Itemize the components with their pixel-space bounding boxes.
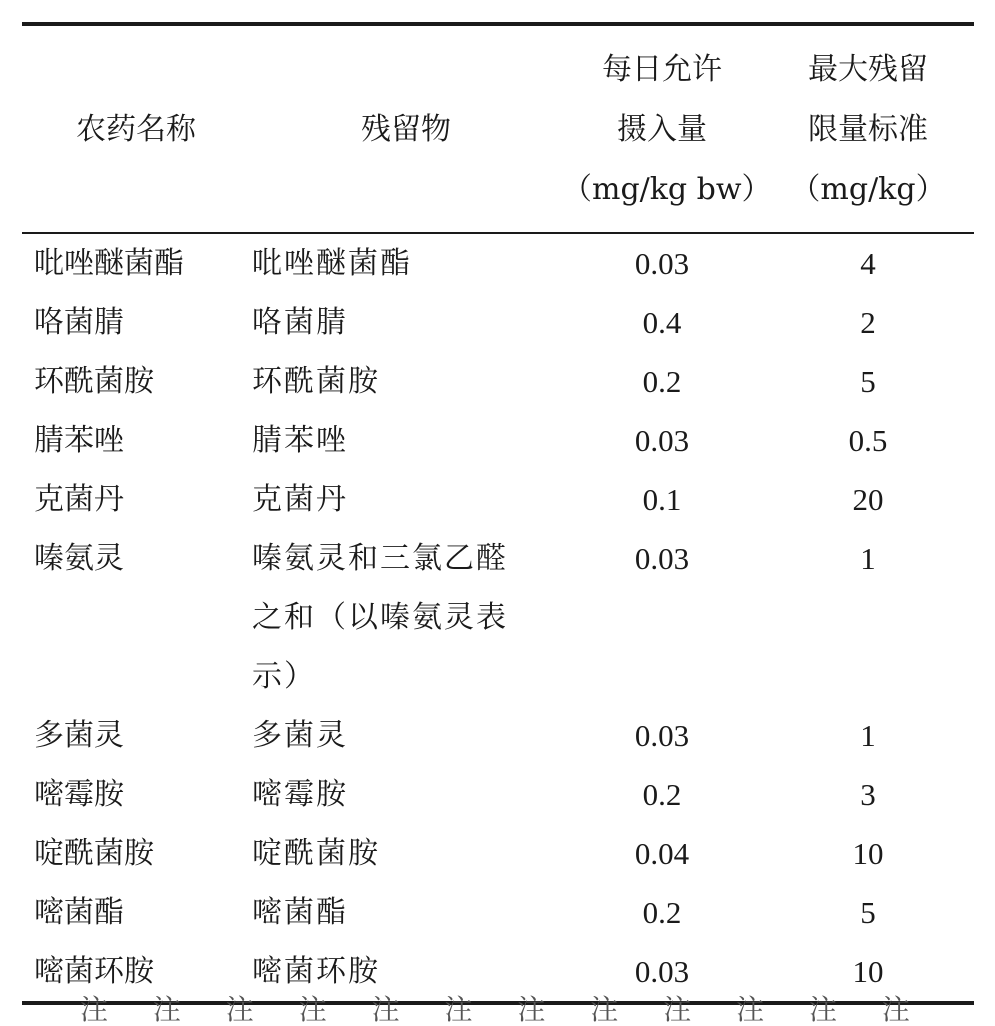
- cell-adi: 0.03: [634, 954, 690, 989]
- cell-mrl: 1: [860, 541, 876, 576]
- header-pesticide-name-text: 农药名称: [76, 112, 196, 147]
- cell-residue: [250, 470, 562, 529]
- cell-pesticide-name: 克菌丹: [34, 482, 124, 517]
- cell-residue-text: 吡唑醚菌酯: [252, 246, 412, 281]
- cell-pesticide-name: 嗪氨灵: [34, 541, 124, 576]
- cell-residue-text: 嘧菌酯: [252, 895, 348, 930]
- cell-mrl: 10: [852, 836, 884, 871]
- cell-residue: [250, 233, 562, 293]
- cell-adi: 0.03: [634, 718, 690, 753]
- cell-residue-text: 嘧菌环胺: [252, 954, 380, 989]
- cell-residue-text: 环酰菌胺: [252, 364, 380, 399]
- header-mrl: [762, 24, 974, 233]
- cell-adi: 0.03: [634, 541, 690, 576]
- table-row: [22, 411, 974, 470]
- header-pesticide-name: [22, 24, 250, 233]
- cell-residue: [250, 706, 562, 765]
- header-adi: [562, 24, 772, 233]
- cell-mrl: 4: [860, 246, 876, 281]
- table-row: [22, 706, 974, 765]
- cell-mrl: 10: [852, 954, 884, 989]
- header-mrl-line-2: 限量标准: [808, 112, 928, 147]
- cut-off-footnote: [80, 993, 960, 1026]
- cell-residue-text: 腈苯唑: [252, 423, 348, 458]
- cell-residue-text: 嗪氨灵和三氯乙醛之和（以嗪氨灵表示）: [252, 541, 508, 694]
- cell-mrl: 5: [860, 895, 876, 930]
- cell-residue: [250, 529, 562, 706]
- cell-adi: 0.2: [642, 895, 682, 930]
- table-header-row: [22, 24, 974, 233]
- cell-residue-text: 啶酰菌胺: [252, 836, 380, 871]
- cell-residue: [250, 352, 562, 411]
- table-row: [22, 233, 974, 293]
- cell-adi: 0.2: [642, 777, 682, 812]
- cell-pesticide-name: 腈苯唑: [34, 423, 124, 458]
- cell-pesticide-name: 吡唑醚菌酯: [34, 246, 184, 281]
- cell-pesticide-name: 嘧菌酯: [34, 895, 124, 930]
- table-row: [22, 883, 974, 942]
- header-residue: [250, 24, 562, 233]
- cell-pesticide-name: 咯菌腈: [34, 305, 124, 340]
- cell-pesticide-name: 多菌灵: [34, 718, 124, 753]
- pesticide-residue-table: [22, 22, 974, 1005]
- cell-adi: 0.1: [642, 482, 682, 517]
- cell-pesticide-name: 嘧霉胺: [34, 777, 124, 812]
- table-row: [22, 824, 974, 883]
- cell-residue-text: 多菌灵: [252, 718, 348, 753]
- cell-adi: 0.04: [634, 836, 690, 871]
- pesticide-residue-table-container: [22, 22, 974, 1005]
- cell-residue: [250, 411, 562, 470]
- cell-pesticide-name: 啶酰菌胺: [34, 836, 154, 871]
- header-adi-line-1: 每日允许: [602, 52, 722, 87]
- cell-residue-text: 克菌丹: [252, 482, 348, 517]
- cell-adi: 0.03: [634, 423, 690, 458]
- cell-residue-text: 咯菌腈: [252, 305, 348, 340]
- cut-off-footnote-text: 注 注 注 注 注 注 注 注 注 注 注 注: [80, 993, 928, 1026]
- table-row: [22, 529, 974, 706]
- header-mrl-line-3: （mg/kg）: [790, 172, 946, 207]
- table-row: [22, 470, 974, 529]
- cell-mrl: 2: [860, 305, 876, 340]
- cell-residue: [250, 824, 562, 883]
- header-adi-line-2: 摄入量: [617, 112, 707, 147]
- cell-pesticide-name: 环酰菌胺: [34, 364, 154, 399]
- cell-mrl: 5: [860, 364, 876, 399]
- cell-mrl: 0.5: [848, 423, 888, 458]
- header-residue-text: 残留物: [361, 112, 451, 147]
- header-mrl-line-1: 最大残留: [808, 52, 928, 87]
- cell-adi: 0.4: [642, 305, 682, 340]
- cell-mrl: 1: [860, 718, 876, 753]
- cell-residue: [250, 765, 562, 824]
- cell-adi: 0.2: [642, 364, 682, 399]
- cell-residue: [250, 293, 562, 352]
- header-adi-line-3: （mg/kg bw）: [562, 172, 772, 207]
- table-row: [22, 293, 974, 352]
- cell-mrl: 3: [860, 777, 876, 812]
- cell-residue-text: 嘧霉胺: [252, 777, 348, 812]
- cell-mrl: 20: [852, 482, 884, 517]
- table-row: [22, 765, 974, 824]
- table-row: [22, 352, 974, 411]
- cell-pesticide-name: 嘧菌环胺: [34, 954, 154, 989]
- cell-adi: 0.03: [634, 246, 690, 281]
- cell-residue: [250, 883, 562, 942]
